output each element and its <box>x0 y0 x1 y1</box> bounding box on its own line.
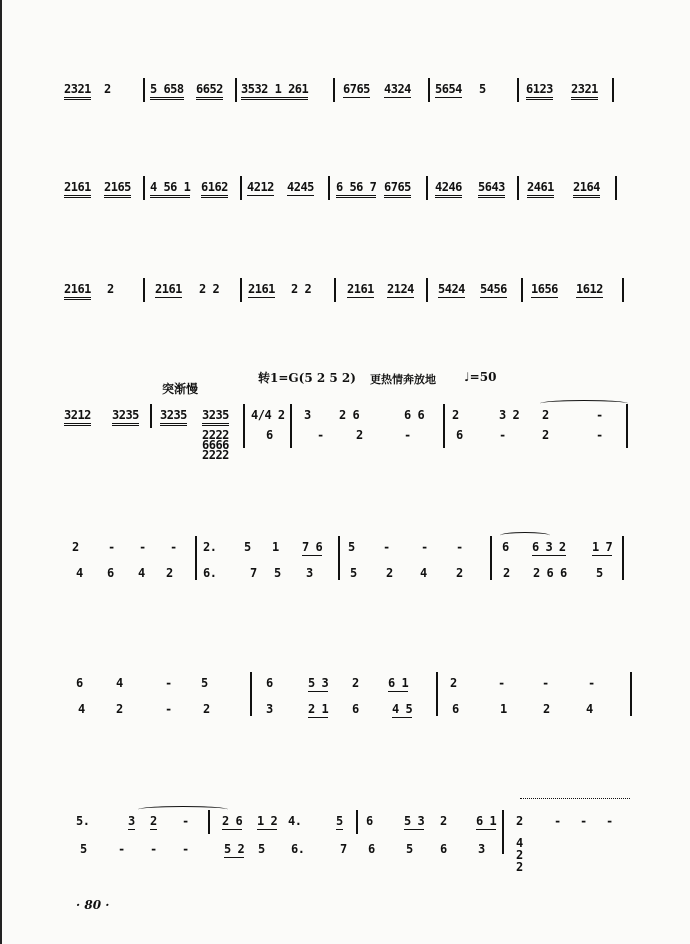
barline <box>235 78 237 102</box>
rest-dash: - <box>498 676 505 690</box>
note-group: 6 <box>368 842 375 856</box>
barline <box>428 78 430 102</box>
note-group: 6 <box>366 814 373 828</box>
note-group: 4/4 2 <box>251 408 285 422</box>
rest-dash: - <box>150 842 157 856</box>
note-group: 6666 <box>202 438 229 452</box>
note-group: 2. <box>203 540 217 554</box>
note-group: 4 <box>116 676 123 690</box>
note-group: 5 3 <box>308 676 329 690</box>
note-group: 5424 <box>438 282 465 296</box>
note-group: 4246 <box>435 180 462 198</box>
note-group: 2161 <box>64 282 91 300</box>
note-group: 3 <box>128 814 135 828</box>
note-group: 1612 <box>576 282 603 296</box>
note-group: 2165 <box>104 180 131 198</box>
melody-row <box>0 180 690 204</box>
note-group: 2161 <box>64 180 91 198</box>
note-group: 4212 <box>247 180 274 194</box>
note-group: 5643 <box>478 180 505 198</box>
note-group: 1 2 <box>257 814 278 828</box>
note-group: 4. <box>288 814 302 828</box>
melody-row <box>0 282 690 306</box>
note-group: 2 <box>450 676 457 690</box>
note-group: 6652 <box>196 82 223 100</box>
note-group: 6123 <box>526 82 553 100</box>
barline <box>143 278 145 302</box>
note-group: 2 <box>542 428 549 442</box>
note-group: 3 <box>306 566 313 580</box>
upper-voice-row <box>0 540 690 564</box>
note-group: 4 <box>420 566 427 580</box>
rest-dash: - <box>580 814 587 828</box>
note-group: 5 658 <box>150 82 184 100</box>
note-group: 1 <box>500 702 507 716</box>
note-group: 1656 <box>531 282 558 296</box>
note-group: 2161 <box>248 282 275 296</box>
note-group: 2 <box>356 428 363 442</box>
note-group: 7 <box>250 566 257 580</box>
note-group: 4 56 1 <box>150 180 190 198</box>
note-group: 2164 <box>573 180 600 198</box>
note-group: 5 <box>348 540 355 554</box>
note-group: 2 <box>166 566 173 580</box>
note-group: 6 <box>560 566 567 580</box>
note-group: 2 <box>440 814 447 828</box>
note-group: 5 <box>336 814 343 828</box>
note-group: 6 <box>352 702 359 716</box>
rest-dash: - <box>456 540 463 554</box>
note-group: 2 <box>72 540 79 554</box>
note-group: 2 <box>516 848 523 862</box>
note-group: 6 <box>76 676 83 690</box>
note-group: 6. <box>203 566 217 580</box>
page-edge <box>0 0 2 944</box>
barline <box>356 810 358 834</box>
rest-dash: - <box>421 540 428 554</box>
note-group: 6 <box>107 566 114 580</box>
note-group: 2 <box>352 676 359 690</box>
note-group: 5 3 <box>404 814 425 828</box>
note-group: 2 <box>456 566 463 580</box>
note-group: 7 6 <box>302 540 323 554</box>
key-change-text: 转1=G(5 2 5 2) <box>258 371 356 385</box>
note-group: 6. <box>291 842 305 856</box>
barline <box>334 278 336 302</box>
rest-dash: - <box>165 702 172 716</box>
note-group: 2 <box>150 814 157 828</box>
note-group: 5 <box>201 676 208 690</box>
note-group: 2 6 <box>222 814 243 828</box>
barline <box>333 78 335 102</box>
note-group: 4 <box>76 566 83 580</box>
note-group: 2321 <box>64 82 91 100</box>
note-group: 3 <box>304 408 311 422</box>
note-group: 5 <box>80 842 87 856</box>
note-group: 2 2 <box>199 282 220 296</box>
note-group: 5 <box>350 566 357 580</box>
note-group: 2222 <box>202 448 229 462</box>
note-group: 1 7 <box>592 540 613 554</box>
note-group: 2124 <box>387 282 414 296</box>
note-group: 2 <box>516 860 523 874</box>
rest-dash: - <box>108 540 115 554</box>
note-group: 6 56 7 <box>336 180 376 198</box>
note-group: 6 <box>452 702 459 716</box>
barline <box>150 404 152 428</box>
note-group: 4 <box>78 702 85 716</box>
barline <box>208 810 210 834</box>
note-group: 6 <box>440 842 447 856</box>
note-group: 6 <box>456 428 463 442</box>
barline <box>240 278 242 302</box>
melody-row <box>0 82 690 106</box>
rest-dash: - <box>139 540 146 554</box>
note-group: 2 <box>452 408 459 422</box>
note-group: 2 <box>203 702 210 716</box>
note-group: 6 <box>266 428 273 442</box>
note-group: 2222 <box>202 428 229 442</box>
note-group: 2 <box>386 566 393 580</box>
barline <box>615 176 617 200</box>
slur <box>138 806 228 813</box>
note-group: 2161 <box>155 282 182 296</box>
note-group: 6 1 <box>476 814 497 828</box>
note-group: 3212 <box>64 408 91 426</box>
note-group: 2 <box>516 814 523 828</box>
barline <box>328 176 330 200</box>
rest-dash: - <box>170 540 177 554</box>
rest-dash: - <box>606 814 613 828</box>
rest-dash: - <box>542 676 549 690</box>
note-group: 5654 <box>435 82 462 96</box>
rest-dash: - <box>383 540 390 554</box>
note-group: 7 <box>340 842 347 856</box>
note-group: 5 <box>258 842 265 856</box>
note-group: 2 1 <box>308 702 329 716</box>
barline <box>521 278 523 302</box>
note-group: 4 5 <box>392 702 413 716</box>
note-group: 5 2 <box>224 842 245 856</box>
note-group: 4 <box>138 566 145 580</box>
page-number: · 80 · <box>76 898 110 912</box>
slur <box>540 400 628 407</box>
note-group: 3 2 <box>499 408 520 422</box>
barline <box>517 176 519 200</box>
slur <box>500 532 550 539</box>
barline <box>240 176 242 200</box>
note-group: 5 <box>244 540 251 554</box>
lower-voice-row <box>0 836 690 874</box>
note-group: 2161 <box>347 282 374 296</box>
rest-dash: - <box>182 842 189 856</box>
note-group: 4324 <box>384 82 411 96</box>
expression-text: 更热情奔放地 <box>370 373 436 386</box>
note-group: 6162 <box>201 180 228 198</box>
upper-voice-row <box>0 676 690 700</box>
barline <box>517 78 519 102</box>
rest-dash: - <box>165 676 172 690</box>
note-group: 6 <box>266 676 273 690</box>
dotted-line <box>520 798 630 800</box>
lower-voice-row <box>0 566 690 590</box>
note-group: 5 <box>596 566 603 580</box>
note-group: 4 <box>516 836 523 850</box>
rest-dash: - <box>182 814 189 828</box>
note-group: 2 <box>542 408 549 422</box>
rest-dash: - <box>554 814 561 828</box>
rest-dash: - <box>588 676 595 690</box>
barline <box>622 278 624 302</box>
note-group: 6765 <box>384 180 411 198</box>
upper-voice-row <box>0 814 690 838</box>
barline <box>426 278 428 302</box>
note-group: 6 <box>502 540 509 554</box>
note-group: 5 <box>406 842 413 856</box>
note-group: 3 <box>266 702 273 716</box>
tempo-mark: ♩=50 <box>464 370 497 384</box>
tempo-change-text: 突渐慢 <box>162 382 199 396</box>
note-group: 6 6 <box>404 408 425 422</box>
note-group: 2 <box>104 82 111 96</box>
note-group: 2321 <box>571 82 598 100</box>
barline <box>143 176 145 200</box>
note-group: 2 6 <box>533 566 554 580</box>
note-group: 6 3 2 <box>532 540 566 554</box>
note-group: 2 <box>503 566 510 580</box>
note-group: 2 <box>116 702 123 716</box>
note-group: 3235 <box>112 408 139 426</box>
note-group: 4 <box>586 702 593 716</box>
note-group: 3235 <box>160 408 187 426</box>
note-group: 6 1 <box>388 676 409 690</box>
barline <box>143 78 145 102</box>
note-group: 3235 <box>202 408 229 426</box>
barline <box>426 176 428 200</box>
rest-dash: - <box>317 428 324 442</box>
note-group: 4245 <box>287 180 314 194</box>
rest-dash: - <box>118 842 125 856</box>
lower-voice-row <box>0 428 690 462</box>
rest-dash: - <box>596 408 603 422</box>
note-group: 2 <box>543 702 550 716</box>
rest-dash: - <box>596 428 603 442</box>
note-group: 3 <box>478 842 485 856</box>
note-group: 2 <box>107 282 114 296</box>
note-group: 1 <box>272 540 279 554</box>
note-group: 5 <box>479 82 486 96</box>
rest-dash: - <box>404 428 411 442</box>
lower-voice-row <box>0 702 690 726</box>
note-group: 6765 <box>343 82 370 96</box>
rest-dash: - <box>499 428 506 442</box>
note-group: 5456 <box>480 282 507 296</box>
barline <box>612 78 614 102</box>
note-group: 2 2 <box>291 282 312 296</box>
note-group: 5. <box>76 814 90 828</box>
note-group: 5 <box>274 566 281 580</box>
note-group: 3532 1 261 <box>241 82 308 100</box>
note-group: 2461 <box>527 180 554 198</box>
note-group: 2 6 <box>339 408 360 422</box>
